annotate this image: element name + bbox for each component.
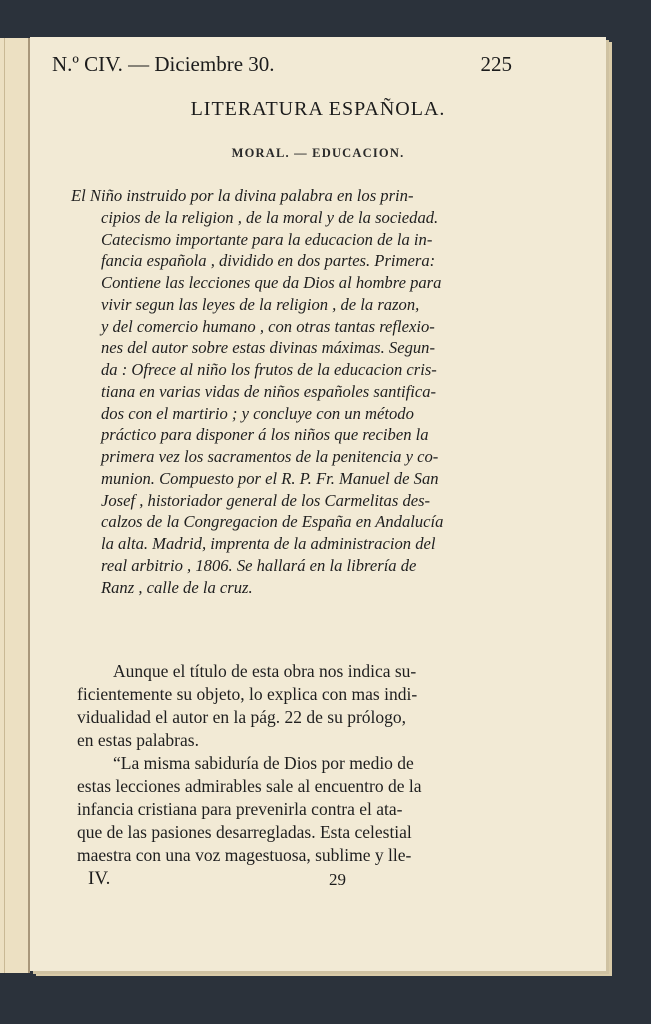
citation-line: y del comercio humano , con otras tantas reflexio-	[101, 316, 435, 336]
body-line: infancia cristiana para prevenirla contra el ata-	[77, 799, 403, 819]
citation-line: nes del autor sobre estas divinas máximas. Segun-	[101, 338, 435, 358]
issue-date: N.º CIV. — Diciembre 30.	[52, 52, 275, 76]
citation-line: Ranz , calle de la cruz.	[101, 577, 253, 597]
citation-line: la alta. Madrid, imprenta de la administracion del	[101, 534, 436, 553]
body-line: estas lecciones admirables sale al encuentro de la	[77, 776, 422, 796]
signature-mark: IV.	[88, 868, 111, 889]
citation-line: Catecismo importante para la educacion de la in-	[101, 229, 433, 249]
body-line: en estas palabras.	[77, 730, 199, 750]
citation-line: El Niño instruido por la divina palabra en los prin-	[71, 186, 414, 205]
citation-line: cipios de la religion , de la moral y de la sociedad.	[101, 207, 439, 227]
previous-page-edge	[0, 38, 30, 973]
body-line: maestra con una voz magestuosa, sublime y lle-	[77, 845, 412, 865]
body-line: ficientemente su objeto, lo explica con mas indi-	[77, 684, 418, 704]
body-line: que de las pasiones desarregladas. Esta celestial	[77, 822, 412, 842]
body-line: vidualidad el autor en la pág. 22 de su prólogo,	[77, 707, 407, 727]
citation-line: calzos de la Congregacion de España en Andalucía	[101, 512, 444, 532]
page-number: 225	[480, 52, 512, 76]
citation-line: munion. Compuesto por el R. P. Fr. Manuel de San	[101, 468, 439, 488]
citation-line: Josef , historiador general de los Carmelitas des-	[101, 490, 431, 510]
subsection-heading: MORAL. — EDUCACION.	[231, 146, 405, 160]
section-title: LITERATURA ESPAÑOLA.	[190, 98, 446, 120]
signature-number: 29	[329, 870, 346, 889]
book-citation	[71, 185, 499, 598]
body-line: Aunque el título de esta obra nos indica su-	[113, 661, 417, 681]
running-header	[52, 52, 512, 76]
citation-line: da : Ofrece al niño los frutos de la educacion cris-	[101, 360, 437, 379]
citation-line: tiana en varias vidas de niños españoles santifica-	[101, 381, 437, 401]
citation-line: real arbitrio , 1806. Se hallará en la librería de	[101, 555, 417, 575]
citation-line: dos con el martirio ; y concluye con un método	[101, 403, 414, 423]
citation-line: vivir segun las leyes de la religion , de la razon,	[101, 294, 420, 314]
review-body	[77, 660, 497, 867]
citation-line: práctico para disponer á los niños que reciben la	[101, 425, 429, 445]
citation-line: fancia española , dividido en dos partes. Primera:	[101, 251, 436, 271]
body-line: “La misma sabiduría de Dios por medio de	[113, 753, 414, 773]
citation-line: primera vez los sacramentos de la penitencia y co-	[101, 447, 439, 466]
citation-line: Contiene las lecciones que da Dios al hombre para	[101, 273, 442, 292]
